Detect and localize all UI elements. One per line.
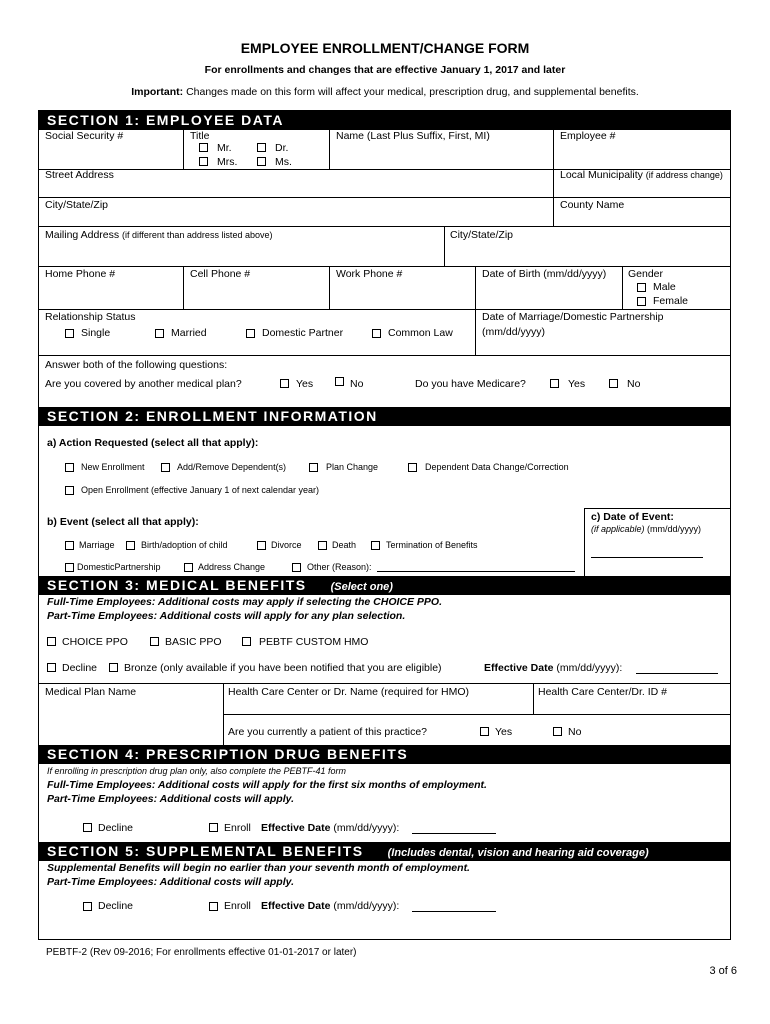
dr-checkbox[interactable] — [257, 143, 266, 152]
important-label: Important: — [131, 86, 184, 98]
mailing-text: Mailing Address — [45, 229, 120, 241]
gender-label: Gender — [628, 268, 664, 280]
s5-line2: Part-Time Employees: Additional costs will apply. — [47, 876, 295, 888]
marriage-checkbox[interactable] — [65, 541, 74, 550]
section-1-title: SECTION 1: EMPLOYEE DATA — [47, 112, 284, 128]
section-4-title: SECTION 4: PRESCRIPTION DRUG BENEFITS — [47, 746, 409, 762]
rx-decline-label: Decline — [98, 822, 134, 834]
form-title: EMPLOYEE ENROLLMENT/CHANGE FORM — [240, 40, 530, 56]
mrs-label: Mrs. — [217, 156, 238, 168]
medicare-question: Do you have Medicare? — [415, 378, 526, 390]
answer-both-label: Answer both of the following questions: — [45, 359, 228, 371]
female-label: Female — [653, 295, 689, 307]
address-change-label: Address Change — [198, 562, 266, 572]
date-of-event-line[interactable] — [591, 557, 703, 558]
mailing-city-label: City/State/Zip — [450, 229, 514, 241]
termination-label: Termination of Benefits — [386, 540, 478, 550]
medical-plan-name-label: Medical Plan Name — [45, 686, 137, 698]
medical-effective-date-line[interactable] — [636, 673, 718, 674]
birth-adoption-checkbox[interactable] — [126, 541, 135, 550]
choice-ppo-label: CHOICE PPO — [62, 636, 128, 648]
dr-label: Dr. — [275, 142, 289, 154]
domestic-partnership-label: DomesticPartnership — [77, 562, 161, 572]
medical-eff-bold: Effective Date — [484, 662, 554, 674]
enrollment-form — [38, 110, 731, 940]
medicare-no-label: No — [627, 378, 641, 390]
add-remove-dependent-checkbox[interactable] — [161, 463, 170, 472]
supp-decline-label: Decline — [98, 900, 134, 912]
male-checkbox[interactable] — [637, 283, 646, 292]
rx-enroll-checkbox[interactable] — [209, 823, 218, 832]
section-5-title: SECTION 5: SUPPLEMENTAL BENEFITS — [47, 843, 364, 859]
section-2-title: SECTION 2: ENROLLMENT INFORMATION — [47, 408, 378, 424]
marriage-date-label: Date of Marriage/Domestic Partnership — [482, 311, 664, 323]
s4-fulltime-note: Full-Time Employees: Additional costs will apply for the first six months of employment. — [47, 779, 487, 791]
mailing-note: (if different than address listed above) — [122, 230, 273, 240]
divorce-checkbox[interactable] — [257, 541, 266, 550]
patient-question: Are you currently a patient of this practice? — [228, 726, 428, 738]
page-number: 3 of 6 — [709, 965, 737, 977]
female-checkbox[interactable] — [637, 297, 646, 306]
common-law-checkbox[interactable] — [372, 329, 381, 338]
supp-decline-checkbox[interactable] — [83, 902, 92, 911]
section-5-header — [39, 842, 730, 861]
section-3-header — [39, 576, 730, 595]
death-checkbox[interactable] — [318, 541, 327, 550]
other-plan-no-label: No — [350, 378, 364, 390]
medicare-no-checkbox[interactable] — [609, 379, 618, 388]
divorce-label: Divorce — [271, 540, 302, 550]
rx-effective-date-label — [261, 822, 399, 834]
local-muni-note: (if address change) — [645, 170, 723, 180]
supp-effective-date-label — [261, 900, 399, 912]
name-label: Name (Last Plus Suffix, First, MI) — [336, 130, 490, 142]
section-3-select: (Select one) — [330, 581, 393, 593]
open-enrollment-checkbox[interactable] — [65, 486, 74, 495]
medicare-yes-checkbox[interactable] — [550, 379, 559, 388]
medical-effective-date-label — [484, 662, 622, 674]
rx-enroll-label: Enroll — [224, 822, 251, 834]
other-plan-no-checkbox[interactable] — [335, 377, 344, 386]
health-care-center-id-label: Health Care Center/Dr. ID # — [538, 686, 667, 698]
mailing-address-label — [45, 229, 272, 241]
patient-no-label: No — [568, 726, 582, 738]
s5-line1: Supplemental Benefits will begin no earlier than your seventh month of employment. — [47, 862, 470, 874]
termination-checkbox[interactable] — [371, 541, 380, 550]
plan-change-label: Plan Change — [326, 462, 379, 472]
supp-enroll-checkbox[interactable] — [209, 902, 218, 911]
other-reason-label: Other (Reason): — [307, 562, 372, 572]
custom-hmo-label: PEBTF CUSTOM HMO — [259, 636, 369, 648]
date-of-event-note — [591, 524, 701, 534]
medicare-yes-label: Yes — [568, 378, 586, 390]
other-reason-checkbox[interactable] — [292, 563, 301, 572]
basic-ppo-checkbox[interactable] — [150, 637, 159, 646]
medical-decline-checkbox[interactable] — [47, 663, 56, 672]
dob-label: Date of Birth (mm/dd/yyyy) — [482, 268, 607, 280]
city-state-zip-label: City/State/Zip — [45, 199, 109, 211]
health-care-center-label: Health Care Center or Dr. Name (required for HMO) — [228, 686, 469, 698]
rx-decline-checkbox[interactable] — [83, 823, 92, 832]
medical-eff-format: (mm/dd/yyyy): — [556, 662, 623, 674]
marriage-date-format: (mm/dd/yyyy) — [482, 326, 545, 338]
male-label: Male — [653, 281, 676, 293]
new-enrollment-checkbox[interactable] — [65, 463, 74, 472]
patient-yes-label: Yes — [495, 726, 513, 738]
action-requested-label: a) Action Requested (select all that apply): — [47, 437, 259, 449]
common-law-label: Common Law — [388, 327, 453, 339]
section-4-header — [39, 745, 730, 764]
supp-eff-bold: Effective Date — [261, 900, 331, 912]
add-remove-dependent-label: Add/Remove Dependent(s) — [177, 462, 287, 472]
plan-change-checkbox[interactable] — [309, 463, 318, 472]
cell-phone-label: Cell Phone # — [190, 268, 251, 280]
date-of-event-format: (mm/dd/yyyy) — [647, 524, 702, 534]
other-plan-yes-checkbox[interactable] — [280, 379, 289, 388]
s3-fulltime-note: Full-Time Employees: Additional costs may apply if selecting the CHOICE PPO. — [47, 596, 443, 608]
local-municipality-label — [560, 169, 723, 181]
important-text: Changes made on this form will affect your medical, prescription drug, and supplemental benefits. — [186, 86, 639, 98]
basic-ppo-label: BASIC PPO — [165, 636, 222, 648]
s3-parttime-note: Part-Time Employees: Additional costs will apply for any plan selection. — [47, 610, 406, 622]
date-of-event-note-italic: (if applicable) — [591, 524, 645, 534]
s4-parttime-note: Part-Time Employees: Additional costs will apply. — [47, 793, 295, 805]
mr-checkbox[interactable] — [199, 143, 208, 152]
other-plan-yes-label: Yes — [296, 378, 314, 390]
dependent-data-change-label: Dependent Data Change/Correction — [425, 462, 569, 472]
address-change-checkbox[interactable] — [184, 563, 193, 572]
supp-enroll-label: Enroll — [224, 900, 251, 912]
domestic-partnership-checkbox[interactable] — [65, 563, 74, 572]
form-subtitle: For enrollments and changes that are effective January 1, 2017 and later — [204, 64, 566, 76]
relationship-status-label: Relationship Status — [45, 311, 136, 323]
section-3-title: SECTION 3: MEDICAL BENEFITS — [47, 577, 307, 593]
domestic-partner-label: Domestic Partner — [262, 327, 344, 339]
ms-checkbox[interactable] — [257, 157, 266, 166]
mrs-checkbox[interactable] — [199, 157, 208, 166]
mr-label: Mr. — [217, 142, 232, 154]
section-5-extra: (Includes dental, vision and hearing aid coverage) — [387, 847, 649, 859]
rx-effective-date-line[interactable] — [412, 833, 496, 834]
event-label: b) Event (select all that apply): — [47, 516, 199, 528]
new-enrollment-label: New Enrollment — [81, 462, 145, 472]
death-label: Death — [332, 540, 357, 550]
local-muni-text: Local Municipality — [560, 169, 643, 181]
form-code-footer: PEBTF-2 (Rev 09-2016; For enrollments effective 01-01-2017 or later) — [46, 947, 357, 958]
ms-label: Ms. — [275, 156, 292, 168]
important-note — [0, 86, 770, 98]
work-phone-label: Work Phone # — [336, 268, 403, 280]
supp-effective-date-line[interactable] — [412, 911, 496, 912]
medical-decline-label: Decline — [62, 662, 98, 674]
title-label: Title — [190, 130, 210, 142]
street-address-label: Street Address — [45, 169, 114, 181]
other-plan-question: Are you covered by another medical plan? — [45, 378, 242, 390]
section-2-header — [39, 407, 730, 426]
rx-eff-format: (mm/dd/yyyy): — [333, 822, 400, 834]
married-label: Married — [171, 327, 207, 339]
marriage-label: Marriage — [79, 540, 115, 550]
birth-adoption-label: Birth/adoption of child — [141, 540, 228, 550]
single-checkbox[interactable] — [65, 329, 74, 338]
dependent-data-change-checkbox[interactable] — [408, 463, 417, 472]
bronze-label: Bronze (only available if you have been notified that you are eligible) — [124, 662, 442, 674]
patient-yes-checkbox[interactable] — [480, 727, 489, 736]
single-label: Single — [81, 327, 111, 339]
other-reason-line[interactable] — [377, 571, 575, 572]
supp-eff-format: (mm/dd/yyyy): — [333, 900, 400, 912]
custom-hmo-checkbox[interactable] — [242, 637, 251, 646]
ssn-label: Social Security # — [45, 130, 124, 142]
bronze-checkbox[interactable] — [109, 663, 118, 672]
rx-eff-bold: Effective Date — [261, 822, 331, 834]
employee-number-label: Employee # — [560, 130, 616, 142]
s4-pebtf41-note: If enrolling in prescription drug plan only, also complete the PEBTF-41 form — [47, 766, 346, 776]
patient-no-checkbox[interactable] — [553, 727, 562, 736]
choice-ppo-checkbox[interactable] — [47, 637, 56, 646]
domestic-partner-checkbox[interactable] — [246, 329, 255, 338]
open-enrollment-label: Open Enrollment (effective January 1 of next calendar year) — [81, 485, 319, 495]
section-1-header — [39, 111, 730, 130]
married-checkbox[interactable] — [155, 329, 164, 338]
county-name-label: County Name — [560, 199, 625, 211]
date-of-event-label: c) Date of Event: — [591, 511, 674, 523]
home-phone-label: Home Phone # — [45, 268, 116, 280]
